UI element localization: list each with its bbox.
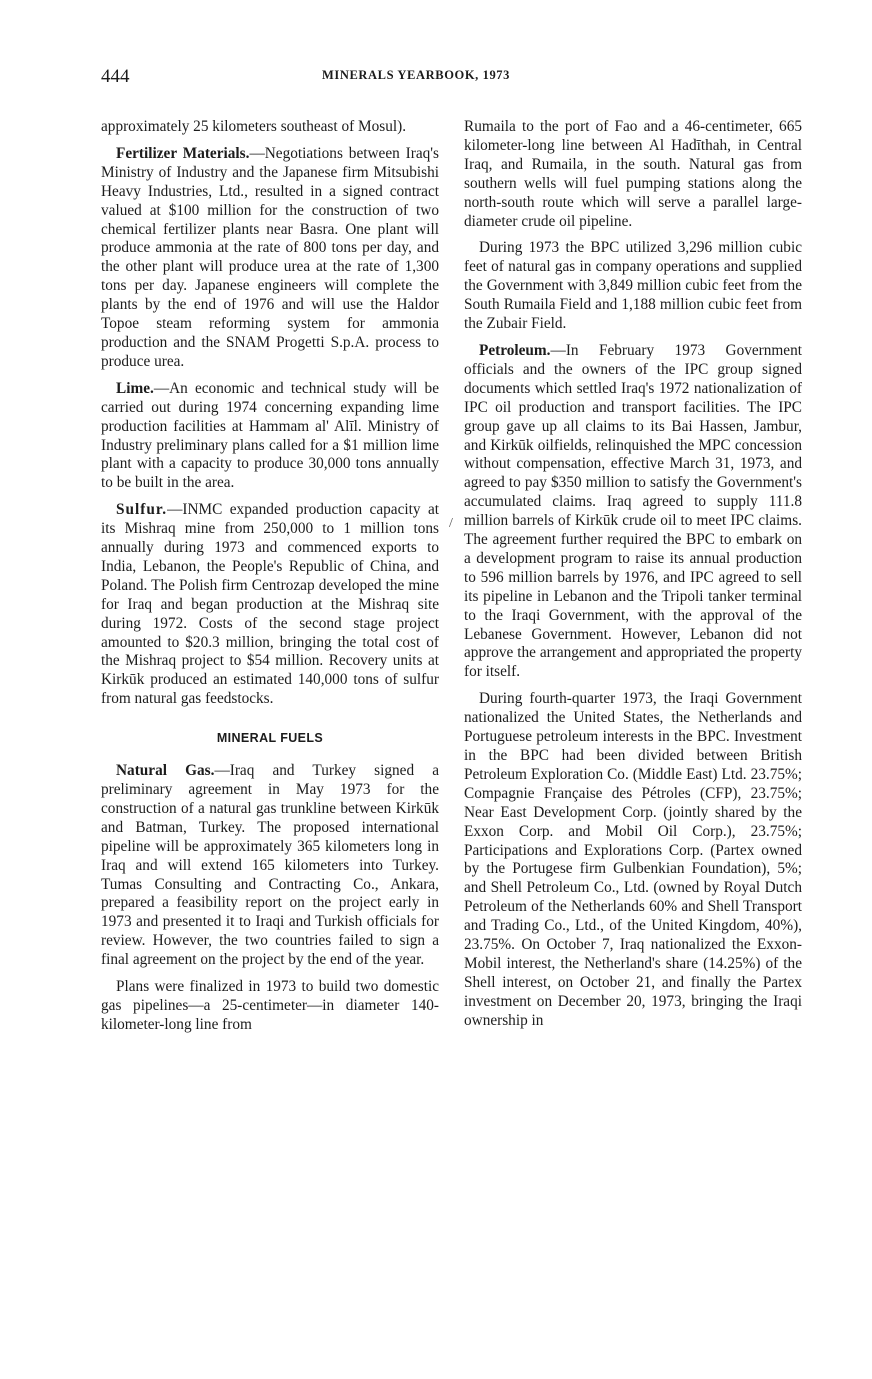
paragraph-natural-gas: [101, 762, 439, 970]
paragraph-bpc-gas: During 1973 the BPC utilized 3,296 million cubic feet of natural gas in company operations and supplied the Government with 3,849 million cubic feet from the South Rumaila Field and 1,188 million cubic feet from the Zubair Field.: [464, 239, 802, 333]
paragraph-lime: [101, 380, 439, 493]
section-heading-mineral-fuels: MINERAL FUELS: [216, 731, 324, 746]
paragraph-nationalization: During fourth-quarter 1973, the Iraqi Government nationalized the United States, the Netherlands and Portuguese petroleum interests in the BPC. Investment in the BPC had been divided between British Petroleum Exploration Co. (Middle East) Ltd. 23.75%; Compagnie Française des Pétroles (CFP), 23.75%; Near East Development Corp. (jointly shared by the Exxon Corp. and Mobil Oil Corp.), 23.75%; Participations and Explorations Corp. (Partex owned by the Portugese firm Gulbenkian Foundation), 5%; and Shell Petroleum Co., Ltd. (owned by Royal Dutch Petroleum of the Netherlands 60% and Shell Transport and Trading Co., Ltd., of the United Kingdom, 40%), 23.75%. On October 7, Iraq nationalized the Exxon-Mobil interest, the Netherland's share (14.25%) of the Shell interest, on October 21, and finally the Partex investment on December 20, 1973, bringing the Iraqi ownership in: [464, 690, 802, 1029]
paragraph-petroleum: [464, 342, 802, 682]
lime-text: —An economic and technical study will be carried out during 1974 concerning expanding lime production facilities at Hammam al' Alīl. Ministry of Industry preliminary plans called for a $1 million lime plant with a capacity to produce 30,000 tons annually to be built in the area.: [101, 379, 439, 492]
lime-lead: Lime.: [116, 379, 154, 397]
petroleum-lead: Petroleum.: [479, 341, 551, 359]
sulfur-lead: Sulfur.: [116, 501, 168, 519]
natural-gas-text: —Iraq and Turkey signed a preliminary agreement in May 1973 for the construction of a natural gas trunkline between Kirkūk and Batman, Turkey. The proposed international pipeline will be approximately 365 kilometers long in Iraq and will extend 165 kilometers into Turkey. Tumas Consulting and Contracting Co., Ankara, prepared a feasibility report on the project early in 1973 and presented it to Iraqi and Turkish officials for review. However, the two countries failed to sign a final agreement on the project by the end of the year.: [101, 762, 439, 969]
paragraph-sulfur: [101, 501, 439, 709]
sulfur-text: —INMC expanded production capacity at its Mishraq mine from 250,000 to 1 million tons annually during 1973 and commenced exports to India, Lebanon, the People's Republic of China, and Poland. The Polish firm Centrozap developed the mine for Iraq and began production at the Mishraq site during 1972. Costs of the second stage project amounted to $20.3 million, bringing the total cost of the Mishraq project to $54 million. Recovery units at Kirkūk produced an estimated 140,000 tons of sulfur from natural gas feedstocks.: [101, 501, 439, 708]
paragraph-mosul-continuation: approximately 25 kilometers southeast of Mosul).: [101, 118, 407, 135]
right-column: [464, 118, 802, 1039]
fertilizer-lead: Fertilizer Materials.: [116, 144, 250, 162]
fertilizer-text: —Negotiations between Iraq's Ministry of Industry and the Japanese firm Mitsubishi Heavy Industries, Ltd., resulted in a signed contract valued at $100 million for the construction of two chemical fertilizer plants near Basra. One plant will produce ammonia at the rate of 800 tons per day, and the other plant will produce urea at the rate of 1,300 tons per day. Japanese engineers will complete the plants by the end of 1976 and will use the Haldor Topoe steam reforming system for ammonia production and the SNAM Progetti S.p.A. process to produce urea.: [101, 144, 439, 370]
paragraph-fertilizer: [101, 145, 439, 372]
paragraph-pipelines: Plans were finalized in 1973 to build two domestic gas pipelines—a 25-centimeter—in diameter 140-kilometer-long line from: [101, 978, 439, 1033]
left-column: [101, 118, 439, 1043]
paragraph-rumaila: Rumaila to the port of Fao and a 46-centimeter, 665 kilometer-long line between Al Hadīthah, in Central Iraq, and Rumaila, in the south. Natural gas from southern wells will fuel pumping stations along the north-south route which will serve a parallel large-diameter crude oil pipeline.: [464, 118, 802, 230]
page-number: 444: [101, 66, 130, 87]
running-title: MINERALS YEARBOOK, 1973: [322, 68, 511, 82]
margin-pencil-mark: /: [449, 516, 453, 531]
natural-gas-lead: Natural Gas.: [116, 762, 215, 780]
petroleum-text: —In February 1973 Government officials and the owners of the IPC group signed documents which settled Iraq's 1972 nationalization of IPC oil production and transport facilities. The IPC group gave up all claims to its Bai Hassen, Jambur, and Kirkūk oilfields, relinquished the MPC concession without compensation, effective March 31, 1973, and agreed to pay $350 million to satisfy the Government's accumulated claims. Iraq agreed to supply 111.8 million barrels of Kirkūk crude oil to meet IPC claims. The agreement further required the BPC to embark on a development program to raise its annual production to 596 million barrels by 1976, and IPC agreed to sell its pipeline in Lebanon and the Tripoli tanker terminal to the Iraqi Government, with the approval of the Lebanese Government. However, Lebanon did not approve the arrangement and appropriated the property for itself.: [464, 341, 802, 681]
